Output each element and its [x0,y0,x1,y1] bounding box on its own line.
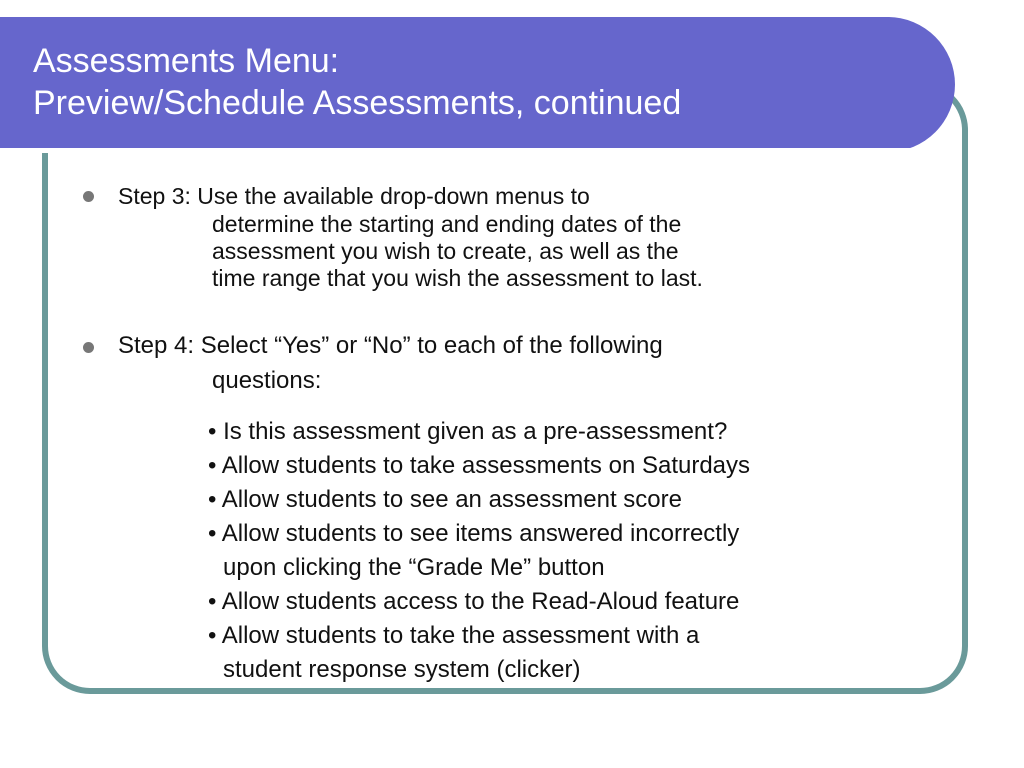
question-clicker: • Allow students to take the assessment with a [208,622,700,649]
question-see-score: • Allow students to see an assessment score [208,486,682,513]
question-saturdays: • Allow students to take assessments on Saturdays [208,452,751,479]
question-items-incorrect: • Allow students to see items answered incorrectly [208,520,740,547]
question-pre-assessment: • Is this assessment given as a pre-assessment? [208,418,728,445]
question-items-incorrect-cont: upon clicking the “Grade Me” button [223,554,605,581]
title-underline [0,148,935,153]
question-read-aloud: • Allow students access to the Read-Aloud feature [208,588,740,615]
bullet-dot-icon [83,342,94,353]
slide-title-line-1: Assessments Menu: [33,42,340,80]
step-4-line-1: Step 4: Select “Yes” or “No” to each of the following [118,332,663,359]
step-3-line-3: assessment you wish to create, as well as the [212,238,679,264]
step-3-line-1: Step 3: Use the available drop-down menus to [118,183,590,209]
bullet-dot-icon [83,191,94,202]
step-3-line-4: time range that you wish the assessment to last. [212,265,703,291]
step-4-line-2: questions: [212,367,322,394]
title-bar [0,17,955,152]
slide-title-line-2: Preview/Schedule Assessments, continued [33,84,682,122]
step-3-line-2: determine the starting and ending dates of the [212,211,682,237]
question-clicker-cont: student response system (clicker) [223,656,581,683]
